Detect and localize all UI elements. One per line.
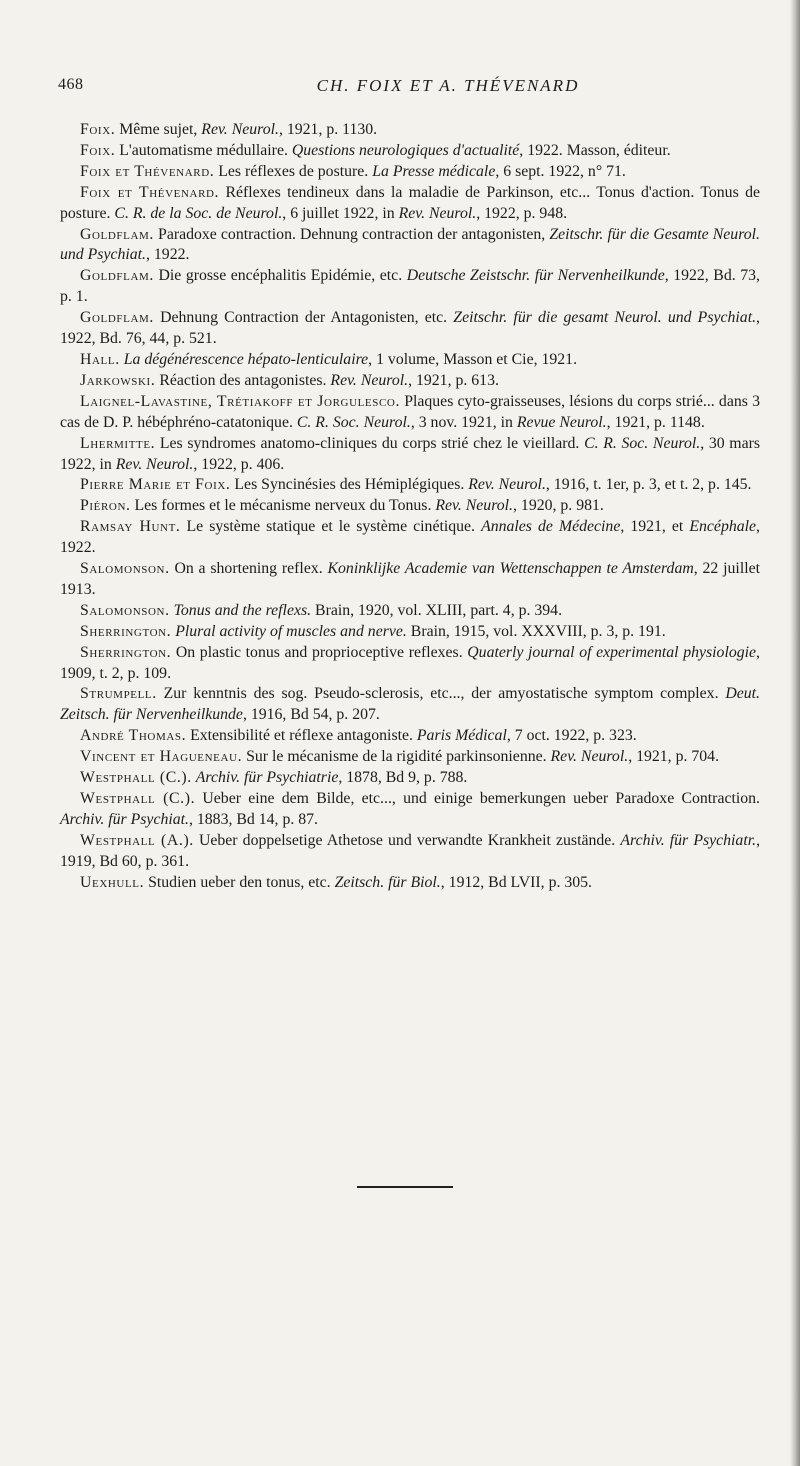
- reference-title: Quaterly journal of experimental physiologie: [467, 643, 757, 661]
- reference-text: , 1922.: [60, 518, 760, 557]
- reference-text: , 7 oct. 1922, p. 323.: [506, 727, 637, 745]
- reference-author: Pierre Marie et Foix.: [80, 476, 231, 494]
- reference-title: Questions neurologiques d'actualité: [291, 141, 520, 159]
- reference-author: Goldflam.: [80, 309, 154, 327]
- reference-title: Koninklijke Academie van Wettenschappen te Amsterdam: [327, 560, 694, 578]
- end-rule: [357, 1186, 453, 1188]
- reference-author: Westphall (A.).: [80, 831, 194, 849]
- reference-author: André Thomas.: [80, 727, 187, 745]
- reference-title: Annales de Médecine: [481, 518, 621, 536]
- reference-text: , 1921, p. 1130.: [278, 121, 378, 138]
- reference-text: , 1922, p. 406.: [193, 455, 285, 473]
- reference-text: , 1 volume, Masson et Cie, 1921.: [368, 350, 578, 368]
- scan-shadow-edge: [790, 0, 800, 1466]
- reference-author: Hall.: [80, 350, 120, 368]
- reference-title: Rev. Neurol.: [115, 455, 194, 473]
- reference-text: Même sujet,: [115, 121, 202, 138]
- reference-author: Sherrington.: [80, 622, 172, 640]
- reference-author: Foix.: [80, 141, 116, 159]
- reference-author: Sherrington.: [80, 643, 172, 661]
- reference-entry: [60, 789, 760, 831]
- reference-author: Goldflam.: [80, 225, 154, 243]
- reference-text: Sur le mécanisme de la rigidité parkinsonienne.: [242, 748, 551, 766]
- reference-text: , 22 juillet 1913.: [60, 560, 760, 598]
- reference-title: Revue Neurol.: [516, 413, 607, 431]
- reference-text: , 1922. Masson, éditeur.: [519, 141, 671, 159]
- reference-text: Ueber eine dem Bilde, etc..., und einige bemerkungen ueber Paradoxe Contraction.: [195, 790, 760, 807]
- reference-entry: [60, 831, 760, 873]
- reference-text: , 1921, et: [620, 518, 690, 536]
- reference-entry: [60, 643, 760, 685]
- reference-text: Ueber doppelsetige Athetose und verwandte Krankheit zustände.: [193, 831, 621, 849]
- reference-text: , 1919, Bd 60, p. 361.: [60, 831, 761, 870]
- reference-text: Dehnung Contraction der Antagonisten, etc.: [153, 309, 454, 327]
- reference-title: Rev. Neurol.: [550, 748, 629, 766]
- reference-text: Les réflexes de posture.: [214, 162, 373, 180]
- reference-entry: [60, 350, 760, 371]
- reference-text: , 1920, p. 981.: [513, 497, 604, 515]
- reference-entry: [60, 684, 760, 726]
- reference-text: , 1883, Bd 14, p. 87.: [188, 810, 318, 828]
- reference-text: , 1921, p. 704.: [628, 748, 720, 766]
- reference-text: , 1909, t. 2, p. 109.: [60, 643, 760, 682]
- reference-author: Strumpell.: [80, 685, 157, 703]
- reference-entry: [60, 622, 760, 643]
- reference-entry: [60, 162, 760, 183]
- reference-text: On plastic tonus and proprioceptive reflexes.: [171, 643, 468, 661]
- reference-author: Goldflam.: [80, 267, 154, 285]
- reference-text: Die grosse encéphalitis Epidémie, etc.: [153, 267, 407, 285]
- reference-text: Brain, 1920, vol. XLIII, part. 4, p. 394.: [311, 601, 563, 619]
- reference-entry: [60, 601, 760, 622]
- reference-title: Archiv. für Psychiatr.: [620, 831, 757, 849]
- reference-title: Encéphale: [689, 518, 757, 536]
- reference-title: Rev. Neurol.: [468, 476, 546, 494]
- reference-text: Extensibilité et réflexe antagoniste.: [186, 727, 417, 745]
- reference-text: , 1916, Bd 54, p. 207.: [242, 706, 380, 724]
- reference-title: Zeitschr. für die Gesamte Neurol. und Psychiat.: [60, 225, 760, 264]
- reference-text: , 1922.: [146, 246, 190, 264]
- reference-text: L'automatisme médullaire.: [115, 141, 292, 159]
- reference-author: Salomonson.: [80, 601, 170, 619]
- reference-text: Le système statique et le système cinétique.: [180, 518, 482, 536]
- reference-text: Les Syncinésies des Hémiplégiques.: [230, 476, 469, 494]
- reference-title: Rev. Neurol.: [330, 371, 409, 389]
- reference-author: Westphall (C.).: [80, 769, 192, 787]
- reference-author: Uexhull.: [80, 873, 145, 891]
- reference-text: , 6 sept. 1922, n° 71.: [495, 162, 626, 180]
- reference-title: La dégénérescence hépato-lenticulaire: [123, 350, 369, 368]
- reference-title: Rev. Neurol.: [435, 497, 514, 515]
- reference-author: Foix et Thévenard.: [80, 162, 215, 180]
- reference-text: On a shortening reflex.: [169, 560, 328, 578]
- reference-title: Plural activity of muscles and nerve.: [175, 622, 407, 640]
- reference-title: Deutsche Zeistschr. für Nervenheilkunde: [406, 267, 665, 285]
- reference-entry: [60, 120, 760, 141]
- reference-author: Foix et Thévenard.: [80, 183, 220, 201]
- reference-entry: [60, 475, 760, 496]
- reference-text: Réflexes tendineux dans la maladie de Parkinson, etc... Tonus d'action. Tonus de posture.: [60, 183, 760, 222]
- reference-title: Paris Médical: [416, 727, 507, 745]
- reference-author: Vincent et Hagueneau.: [80, 748, 243, 766]
- bibliography-list: [60, 120, 760, 894]
- reference-text: , 3 nov. 1921, in: [410, 413, 517, 431]
- reference-author: Piéron.: [80, 497, 131, 515]
- reference-title: Rev. Neurol.: [201, 121, 279, 138]
- reference-author: Jarkowski.: [80, 371, 156, 389]
- reference-entry: [60, 559, 760, 601]
- reference-title: La Presse médicale: [372, 162, 496, 180]
- reference-text: Les syndromes anatomo-cliniques du corps strié chez le vieillard.: [155, 434, 585, 452]
- reference-text: , 6 juillet 1922, in: [282, 204, 399, 222]
- reference-entry: [60, 225, 760, 267]
- reference-text: , 1878, Bd 9, p. 788.: [338, 769, 468, 787]
- reference-title: Tonus and the reflexs.: [173, 601, 312, 619]
- reference-text: , 1916, t. 1er, p. 3, et t. 2, p. 145.: [545, 476, 752, 494]
- reference-author: Salomonson.: [80, 560, 170, 578]
- reference-entry: [60, 183, 760, 225]
- reference-title: C. R. de la Soc. de Neurol.: [114, 204, 283, 222]
- reference-entry: [60, 517, 760, 559]
- reference-author: Foix.: [80, 121, 116, 138]
- reference-text: , 1912, Bd LVII, p. 305.: [440, 873, 593, 891]
- running-title: CH. FOIX ET A. THÉVENARD: [316, 76, 580, 95]
- page-header: [58, 76, 758, 100]
- reference-author: Lhermitte.: [80, 434, 156, 452]
- reference-entry: [60, 768, 760, 789]
- reference-text: , 1922, Bd. 73, p. 1.: [60, 267, 760, 306]
- reference-text: , 30 mars 1922, in: [60, 434, 760, 473]
- reference-entry: [60, 308, 760, 350]
- reference-text: , 1922, p. 948.: [476, 204, 568, 222]
- reference-entry: [60, 726, 760, 747]
- reference-entry: [60, 873, 760, 894]
- reference-entry: [60, 141, 760, 162]
- reference-title: Rev. Neurol.: [398, 204, 477, 222]
- reference-entry: [60, 747, 760, 768]
- reference-title: Archiv. für Psychiatrie: [195, 769, 339, 787]
- reference-title: Zeitschr. für die gesamt Neurol. und Psychiat.: [453, 309, 757, 327]
- reference-text: , 1921, p. 1148.: [606, 413, 705, 431]
- reference-text: Zur kenntnis des sog. Pseudo-sclerosis, etc..., der amyostatische symptom complex.: [156, 685, 726, 703]
- reference-author: Laignel-Lavastine, Trétiakoff et Jorgulesco.: [80, 392, 400, 410]
- reference-author: Westphall (C.).: [80, 790, 196, 807]
- reference-title: Zeitsch. für Biol.: [334, 873, 441, 891]
- reference-title: Deut. Zeitsch. für Nervenheilkunde: [60, 685, 760, 724]
- reference-text: Paradoxe contraction. Dehnung contraction der antagonisten,: [153, 225, 550, 243]
- reference-entry: [60, 371, 760, 392]
- reference-text: Brain, 1915, vol. XXXVIII, p. 3, p. 191.: [406, 622, 666, 640]
- reference-text: Plaques cyto-graisseuses, lésions du corps strié... dans 3 cas de D. P. hébéphréno-catatonique.: [60, 392, 760, 431]
- reference-entry: [60, 496, 760, 517]
- reference-entry: [60, 266, 760, 308]
- reference-text: , 1921, p. 613.: [408, 371, 499, 389]
- reference-text: , 1922, Bd. 76, 44, p. 521.: [60, 309, 760, 348]
- page-number: 468: [58, 76, 84, 93]
- reference-title: C. R. Soc. Neurol.: [296, 413, 411, 431]
- reference-text: Réaction des antagonistes.: [155, 371, 331, 389]
- reference-entry: [60, 434, 760, 476]
- reference-title: Archiv. für Psychiat.: [60, 810, 189, 828]
- reference-entry: [60, 392, 760, 434]
- reference-text: Studien ueber den tonus, etc.: [144, 873, 335, 891]
- reference-author: Ramsay Hunt.: [80, 518, 181, 536]
- reference-title: C. R. Soc. Neurol.: [584, 434, 701, 452]
- reference-text: Les formes et le mécanisme nerveux du Tonus.: [130, 497, 436, 515]
